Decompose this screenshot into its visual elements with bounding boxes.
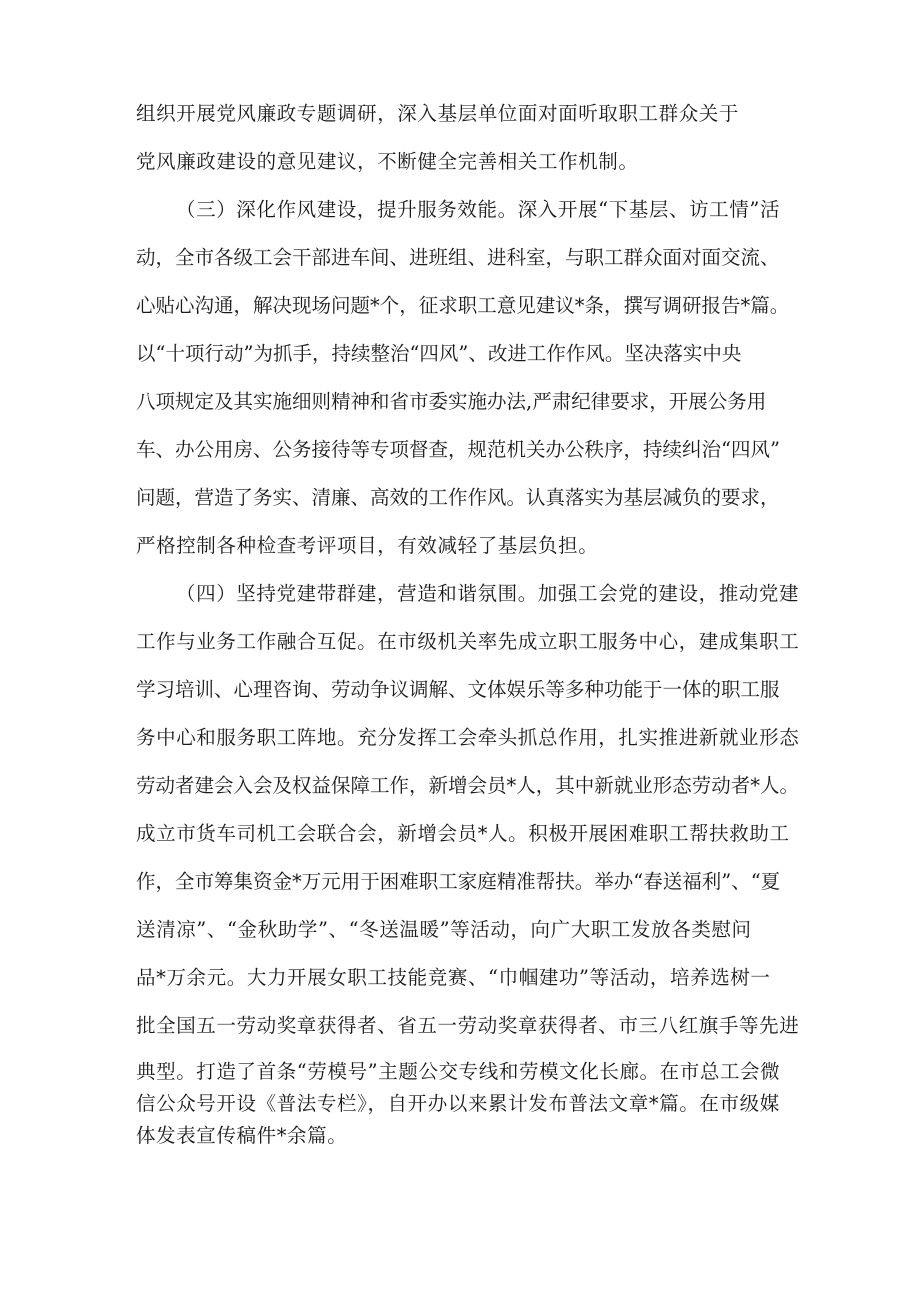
text-line-13: 学习培训、心理咨询、劳动争议调解、文体娱乐等多种功能于一体的职工服 — [136, 678, 780, 701]
paragraph-heading-4: （四）坚持党建带群建，营造和谐氛围。加强工会党的建设，推动党建 — [176, 582, 800, 605]
text-line-21: 典型。打造了首条“劳模号”主题公交专线和劳模文化长廊。在市总工会微 — [136, 1060, 781, 1083]
text-line-4: 动，全市各级工会干部进车间、进班组、进科室，与职工群众面对面交流、 — [136, 246, 780, 269]
text-line-8: 车、办公用房、公务接待等专项督查，规范机关办公秩序，持续纠治“四风” — [136, 438, 780, 461]
text-line-12: 工作与业务工作融合互促。在市级机关率先成立职工服务中心，建成集职工 — [136, 630, 800, 653]
text-line-23: 体发表宣传稿件*余篇。 — [136, 1124, 348, 1147]
text-line-9: 问题，营造了务实、清廉、高效的工作作风。认真落实为基层减负的要求， — [136, 486, 780, 509]
text-line-14: 务中心和服务职工阵地。充分发挥工会牵头抓总作用，扎实推进新就业形态 — [136, 726, 800, 749]
text-line-19: 品*万余元。大力开展女职工技能竞赛、“巾帼建功”等活动，培养选树一 — [136, 966, 771, 989]
text-line-16: 成立市货车司机工会联合会，新增会员*人。积极开展困难职工帮扶救助工 — [136, 822, 790, 845]
text-line-18: 送清凉”、“金秋助学”、“冬送温暖”等活动，向广大职工发放各类慰问 — [136, 918, 752, 941]
text-line-22: 信公众号开设《普法专栏》，自开办以来累计发布普法文章*篇。在市级媒 — [136, 1092, 780, 1115]
text-line-20: 批全国五一劳动奖章获得者、省五一劳动奖章获得者、市三八红旗手等先进 — [136, 1014, 800, 1037]
text-line-1: 组织开展党风廉政专题调研，深入基层单位面对面听取职工群众关于 — [136, 102, 740, 125]
text-line-5: 心贴心沟通，解决现场问题*个，征求职工意见建议*条，撰写调研报告*篇。 — [136, 294, 790, 317]
text-line-17: 作，全市筹集资金*万元用于困难职工家庭精准帮扶。举办“春送福利”、“夏 — [136, 870, 781, 893]
text-line-6: 以“十项行动”为抓手，持续整治“四风”、改进工作作风。坚决落实中央 — [136, 342, 742, 365]
text-line-15: 劳动者建会入会及权益保障工作，新增会员*人，其中新就业形态劳动者*人。 — [136, 774, 800, 797]
text-line-2: 党风廉政建设的意见建议，不断健全完善相关工作机制。 — [136, 150, 639, 173]
text-line-10: 严格控制各种检查考评项目，有效减轻了基层负担。 — [136, 534, 599, 557]
paragraph-heading-3: （三）深化作风建设，提升服务效能。深入开展“下基层、访工情”活 — [176, 198, 781, 221]
text-line-7: 八项规定及其实施细则精神和省市委实施办法,严肃纪律要求，开展公务用 — [136, 390, 767, 413]
